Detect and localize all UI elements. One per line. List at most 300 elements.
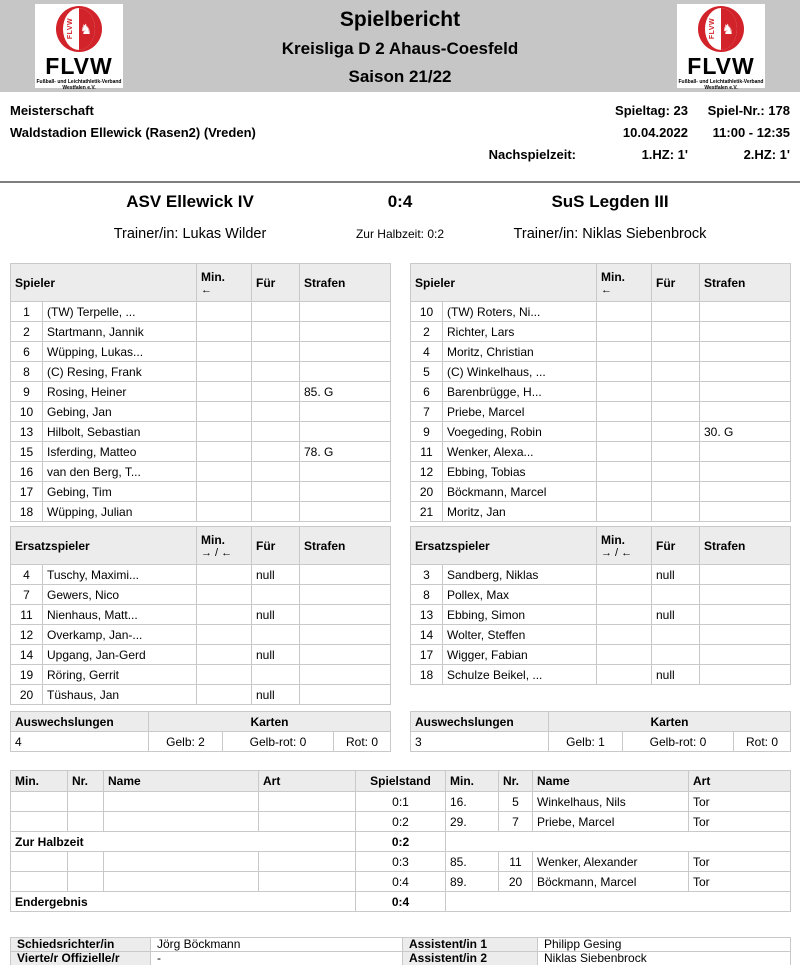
spielstand-header: Spielstand [356,771,446,792]
cell-away-min: 89. [446,872,499,892]
cell-fuer: null [252,685,300,705]
cell-fuer [252,322,300,342]
cell-home-min [11,872,68,892]
cell-min [597,442,652,462]
table-header-row [411,264,791,302]
cell-home-nr [68,812,104,832]
gelb-count: Gelb: 1 [549,732,623,752]
cell-min [597,585,652,605]
cell-strafen [700,442,791,462]
table-header-row [411,712,791,732]
spieler-header: Spieler [411,264,597,302]
player-row [411,402,791,422]
logo-org-line1: Fußball- und Leichtathletik-Verband [36,79,122,85]
spacer [489,122,576,144]
official-row [11,952,791,965]
cell-name: Tuschy, Maximi... [43,565,197,585]
cell-nr: 20 [411,482,443,502]
cell-away-nr: 5 [499,792,533,812]
cell-nr: 9 [11,382,43,402]
cell-strafen [700,565,791,585]
milestone-empty [446,892,791,912]
cell-nr: 10 [11,402,43,422]
cell-nr: 14 [11,645,43,665]
art-header: Art [259,771,356,792]
cell-min [197,402,252,422]
player-row [411,625,791,645]
nr-header: Nr. [68,771,104,792]
cell-min [597,665,652,685]
milestone-empty [446,832,791,852]
cell-nr: 2 [411,322,443,342]
cell-strafen [300,422,391,442]
cell-strafen [700,302,791,322]
cell-name: Tüshaus, Jan [43,685,197,705]
cell-strafen: 78. G [300,442,391,462]
horse-icon: ♞ [79,21,93,37]
cell-name: Wigger, Fabian [443,645,597,665]
cell-strafen [700,625,791,645]
cell-min [197,322,252,342]
player-row [11,645,391,665]
cell-nr: 4 [411,342,443,362]
away-team-block [420,190,800,244]
season-title: Saison 21/22 [348,67,452,86]
cell-strafen [300,302,391,322]
player-row [411,645,791,665]
cell-fuer [652,442,700,462]
cell-home-name [104,852,259,872]
cell-strafen [700,382,791,402]
cell-away-name: Priebe, Marcel [533,812,689,832]
min-header: Min. ← [597,264,652,302]
player-row [11,625,391,645]
player-row [11,565,391,585]
cell-fuer: null [652,565,700,585]
table-header-row [11,771,791,792]
cell-min [197,685,252,705]
official-name: Philipp Gesing [538,938,791,952]
cell-strafen [700,665,791,685]
page-title: Spielbericht [339,8,461,31]
cell-strafen [700,645,791,665]
player-row [11,585,391,605]
away-players-table [410,263,791,522]
cell-strafen: 30. G [700,422,791,442]
cell-away-name: Winkelhaus, Nils [533,792,689,812]
player-row [11,462,391,482]
cell-nr: 14 [411,625,443,645]
away-subs-table [410,526,791,685]
cell-fuer [652,502,700,522]
player-row [11,322,391,342]
cell-away-min: 85. [446,852,499,872]
milestone-label: Endergebnis [11,892,356,912]
goal-row [11,852,791,872]
cell-strafen [300,625,391,645]
rot-count: Rot: 0 [334,732,391,752]
away-cards-table [410,711,791,752]
min-header: Min. → / ← [197,527,252,565]
section-divider [0,181,800,183]
cell-fuer [652,402,700,422]
cell-nr: 19 [11,665,43,685]
cell-name: Moritz, Jan [443,502,597,522]
player-row [11,382,391,402]
cell-name: Overkamp, Jan-... [43,625,197,645]
cell-away-name: Böckmann, Marcel [533,872,689,892]
emblem-oval [705,8,737,50]
player-row [11,402,391,422]
cell-min [597,502,652,522]
player-row [11,362,391,382]
cell-home-min [11,792,68,812]
nachspielzeit-label: Nachspielzeit: [488,147,576,162]
strafen-header: Strafen [300,264,391,302]
cell-min [197,302,252,322]
cell-min [597,422,652,442]
home-team-name: ASV Ellewick IV [126,192,254,211]
logo-org-line1: Fußball- und Leichtathletik-Verband [678,79,764,85]
goals-table [10,770,791,912]
official-label: Vierte/r Offizielle/r [11,952,151,965]
cell-strafen [300,402,391,422]
logo-org-line2: Westfalen e.V. [704,85,738,91]
cell-nr: 20 [11,685,43,705]
cell-home-art [259,872,356,892]
table-header-row [11,712,391,732]
halftime-score: Zur Halbzeit: 0:2 [355,227,445,241]
cell-fuer: null [652,605,700,625]
goal-row [11,872,791,892]
cell-min [597,302,652,322]
official-name: Jörg Böckmann [151,938,403,952]
cell-min [597,565,652,585]
cell-home-art [259,852,356,872]
cell-name: van den Berg, T... [43,462,197,482]
cell-name: Upgang, Jan-Gerd [43,645,197,665]
cell-nr: 11 [411,442,443,462]
cell-nr: 18 [11,502,43,522]
cell-away-nr: 11 [499,852,533,872]
cell-strafen [700,402,791,422]
home-players-table [10,263,391,522]
milestone-row [11,892,791,912]
official-row [11,938,791,952]
cell-name: Startmann, Jannik [43,322,197,342]
cell-name: Rosing, Heiner [43,382,197,402]
player-row [11,442,391,462]
away-team-name: SuS Legden III [551,192,669,211]
cell-fuer [652,342,700,362]
cell-fuer [652,382,700,402]
goal-row [11,812,791,832]
cell-strafen [300,565,391,585]
milestone-row [11,832,791,852]
name-header: Name [104,771,259,792]
cell-spielstand: 0:3 [356,852,446,872]
cell-fuer [652,362,700,382]
home-team-block [0,190,380,244]
cards-row [11,732,391,752]
cell-nr: 6 [11,342,43,362]
cell-home-nr [68,852,104,872]
cell-name: (TW) Terpelle, ... [43,302,197,322]
art-header: Art [689,771,791,792]
player-row [11,342,391,362]
cell-name: Pollex, Max [443,585,597,605]
cell-fuer [652,625,700,645]
cell-min [597,362,652,382]
cell-nr: 15 [11,442,43,462]
hz2-label: 2.HZ: 1' [743,147,790,162]
cell-name: Wüpping, Julian [43,502,197,522]
emblem-vertical-text: FLVW [67,17,75,40]
official-label: Schiedsrichter/in [11,938,151,952]
cell-home-art [259,792,356,812]
cell-fuer [652,585,700,605]
cell-fuer [652,322,700,342]
cell-nr: 21 [411,502,443,522]
cell-strafen [300,645,391,665]
official-label: Assistent/in 2 [403,952,538,965]
goal-row [11,792,791,812]
cell-min [597,342,652,362]
karten-header: Karten [549,712,791,732]
cell-nr: 8 [411,585,443,605]
cell-name: Gewers, Nico [43,585,197,605]
cell-nr: 16 [11,462,43,482]
horse-icon: ♞ [721,21,735,37]
flvw-emblem-icon [698,6,744,52]
cell-nr: 4 [11,565,43,585]
cell-nr: 18 [411,665,443,685]
cell-home-nr [68,872,104,892]
cell-nr: 7 [411,402,443,422]
cell-name: Wenker, Alexa... [443,442,597,462]
subs-count: 3 [411,732,549,752]
cell-fuer [652,482,700,502]
cell-strafen: 85. G [300,382,391,402]
official-name: Niklas Siebenbrock [538,952,791,965]
cell-nr: 5 [411,362,443,382]
cell-name: Barenbrügge, H... [443,382,597,402]
cell-home-name [104,812,259,832]
player-row [411,442,791,462]
ersatzspieler-header: Ersatzspieler [411,527,597,565]
away-coach: Trainer/in: Niklas Siebenbrock [513,226,707,242]
home-cards-table [10,711,391,752]
cell-name: (C) Resing, Frank [43,362,197,382]
cell-strafen [700,322,791,342]
cell-nr: 7 [11,585,43,605]
cell-name: Richter, Lars [443,322,597,342]
cell-name: Nienhaus, Matt... [43,605,197,625]
cell-away-art: Tor [689,792,791,812]
player-row [411,585,791,605]
cell-nr: 9 [411,422,443,442]
cell-fuer [252,482,300,502]
cell-home-nr [68,792,104,812]
player-row [11,685,391,705]
cell-fuer [252,402,300,422]
official-label: Assistent/in 1 [403,938,538,952]
fuer-header: Für [652,527,700,565]
karten-header: Karten [149,712,391,732]
cell-name: Ebbing, Tobias [443,462,597,482]
cell-away-art: Tor [689,872,791,892]
cell-name: Sandberg, Niklas [443,565,597,585]
cell-away-min: 29. [446,812,499,832]
player-row [411,482,791,502]
cell-fuer [652,302,700,322]
cell-name: Böckmann, Marcel [443,482,597,502]
cell-nr: 17 [11,482,43,502]
table-header-row [11,527,391,565]
cell-min [597,382,652,402]
cell-fuer [252,625,300,645]
cell-fuer [252,442,300,462]
fuer-header: Für [252,527,300,565]
final-score: 0:4 [387,192,413,211]
subs-count: 4 [11,732,149,752]
emblem-vertical-text: FLVW [709,17,717,40]
cell-home-min [11,852,68,872]
cell-strafen [700,605,791,625]
cell-min [197,362,252,382]
cards-row [411,732,791,752]
cell-name: Röring, Gerrit [43,665,197,685]
spieltag-label: Spieltag: 23 [615,103,688,118]
cell-nr: 13 [11,422,43,442]
cell-fuer [252,585,300,605]
cell-nr: 6 [411,382,443,402]
player-row [411,665,791,685]
cell-fuer [252,362,300,382]
cell-home-min [11,812,68,832]
cell-strafen [300,362,391,382]
cell-fuer [252,422,300,442]
cell-min [597,402,652,422]
fuer-header: Für [652,264,700,302]
cell-nr: 3 [411,565,443,585]
cell-name: Voegeding, Robin [443,422,597,442]
cell-name: Wolter, Steffen [443,625,597,645]
cell-spielstand: 0:2 [356,812,446,832]
milestone-label: Zur Halbzeit [11,832,356,852]
cell-fuer [652,462,700,482]
gelb-count: Gelb: 2 [149,732,223,752]
cell-min [597,482,652,502]
player-row [11,482,391,502]
cell-min [597,605,652,625]
player-row [11,302,391,322]
cell-strafen [700,502,791,522]
cell-strafen [700,462,791,482]
cell-name: Hilbolt, Sebastian [43,422,197,442]
cell-name: Wüpping, Lukas... [43,342,197,362]
home-coach: Trainer/in: Lukas Wilder [113,226,267,242]
player-row [411,382,791,402]
home-subs-table [10,526,391,705]
cell-strafen [700,342,791,362]
cell-strafen [300,462,391,482]
cell-strafen [300,342,391,362]
official-name: - [151,952,403,965]
player-row [411,502,791,522]
player-row [11,665,391,685]
auswechslungen-header: Auswechslungen [411,712,549,732]
cell-spielstand: 0:2 [356,832,446,852]
cell-min [197,585,252,605]
min-header: Min. [11,771,68,792]
gelbrot-count: Gelb-rot: 0 [223,732,334,752]
logo-acronym: FLVW [45,53,113,79]
cell-fuer [252,302,300,322]
cell-min [197,342,252,362]
strafen-header: Strafen [700,264,791,302]
cell-min [597,462,652,482]
cell-min [197,442,252,462]
venue-label: Waldstadion Ellewick (Rasen2) (Vreden) [10,125,256,140]
report-header-band [0,0,800,92]
cell-min [197,482,252,502]
cell-name: Ebbing, Simon [443,605,597,625]
player-row [11,502,391,522]
player-row [411,422,791,442]
cell-fuer: null [252,565,300,585]
cell-min [197,625,252,645]
cell-fuer [652,645,700,665]
min-header: Min. ← [197,264,252,302]
cell-name: Moritz, Christian [443,342,597,362]
cell-name: Gebing, Jan [43,402,197,422]
cell-strafen [700,362,791,382]
cell-min [197,645,252,665]
cell-strafen [300,482,391,502]
cell-strafen [300,585,391,605]
cell-name: Priebe, Marcel [443,402,597,422]
cell-strafen [300,685,391,705]
cell-nr: 1 [11,302,43,322]
logo-acronym: FLVW [687,53,755,79]
player-row [411,462,791,482]
strafen-header: Strafen [700,527,791,565]
min-header: Min. → / ← [597,527,652,565]
cell-fuer: null [652,665,700,685]
cell-home-art [259,812,356,832]
cell-fuer [252,342,300,362]
cell-name: Schulze Beikel, ... [443,665,597,685]
cell-away-art: Tor [689,852,791,872]
emblem-red-half [721,8,737,50]
ersatzspieler-header: Ersatzspieler [11,527,197,565]
cell-name: (TW) Roters, Ni... [443,302,597,322]
cell-away-nr: 20 [499,872,533,892]
cell-away-name: Wenker, Alexander [533,852,689,872]
nr-header: Nr. [499,771,533,792]
table-header-row [411,527,791,565]
player-row [411,342,791,362]
auswechslungen-header: Auswechslungen [11,712,149,732]
officials-table [10,937,791,965]
player-row [411,565,791,585]
cell-nr: 17 [411,645,443,665]
cell-home-name [104,792,259,812]
cell-min [197,502,252,522]
player-row [11,605,391,625]
competition-label: Meisterschaft [10,103,94,118]
